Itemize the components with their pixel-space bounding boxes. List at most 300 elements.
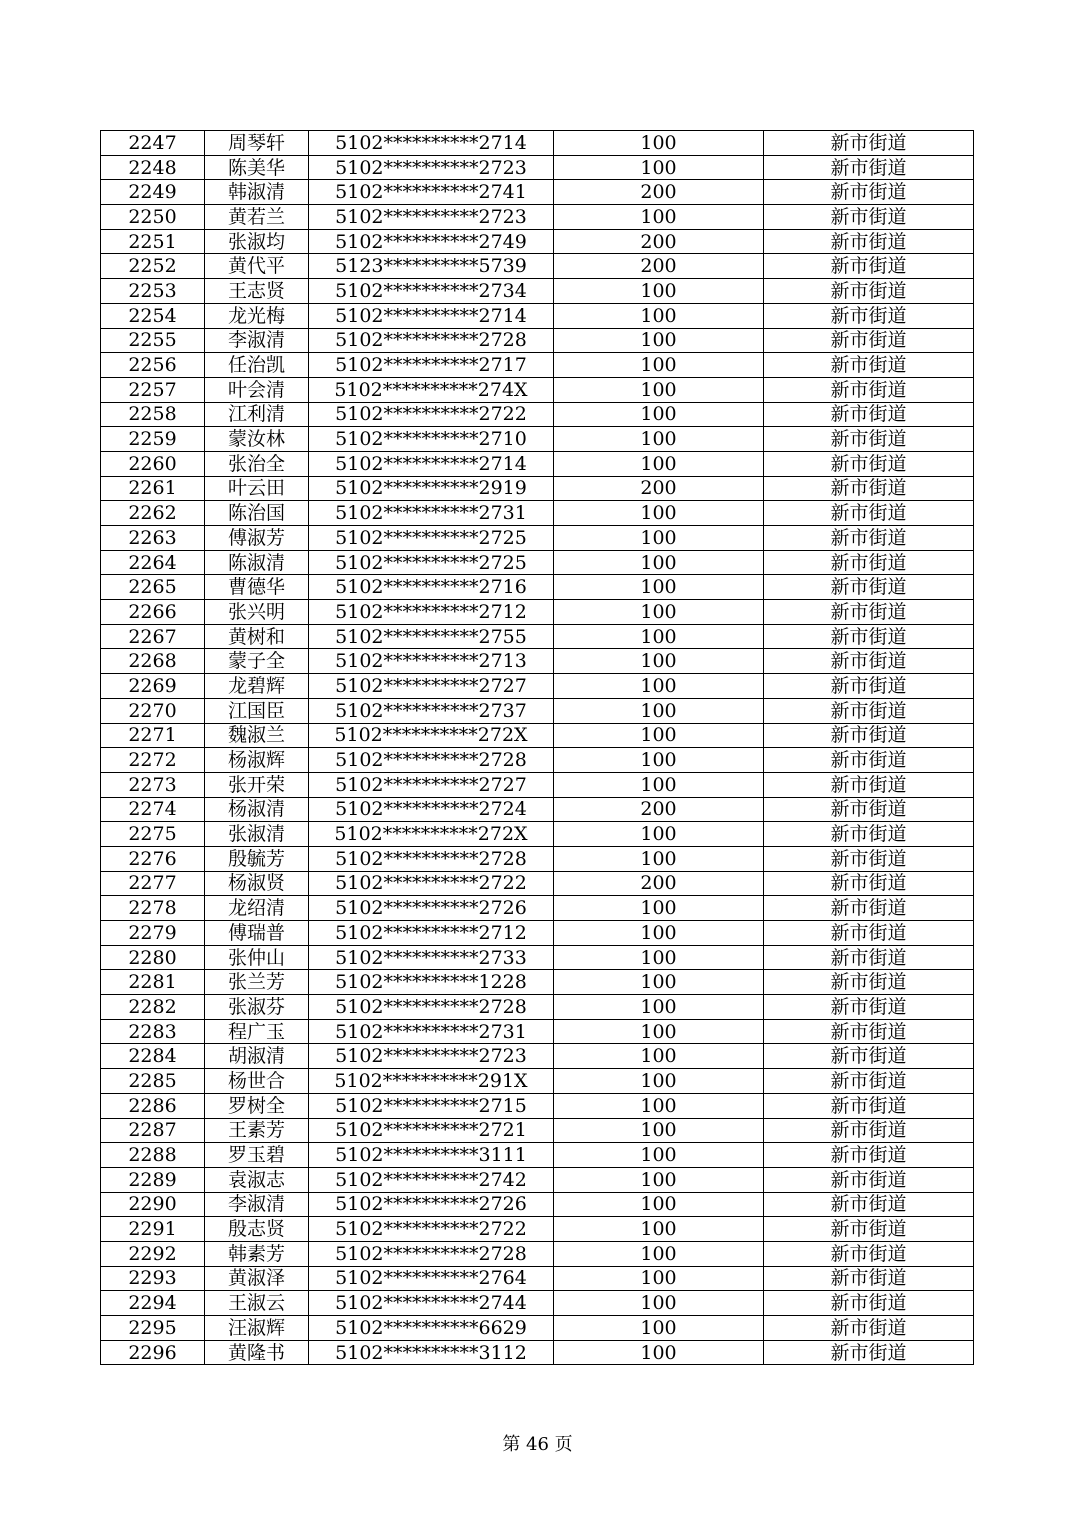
name-cell: 黄代平 (205, 254, 309, 279)
serial-number-cell: 2283 (101, 1019, 205, 1044)
amount-cell: 100 (554, 1192, 764, 1217)
serial-number-cell: 2276 (101, 846, 205, 871)
id-number-cell: 5102**********2742 (309, 1167, 554, 1192)
table-row (101, 180, 974, 205)
table-row (101, 254, 974, 279)
serial-number-cell: 2280 (101, 945, 205, 970)
id-number-cell: 5102**********2714 (309, 303, 554, 328)
name-cell: 殷志贤 (205, 1217, 309, 1242)
name-cell: 袁淑志 (205, 1167, 309, 1192)
table-row (101, 501, 974, 526)
id-number-cell: 5102**********2741 (309, 180, 554, 205)
serial-number-cell: 2267 (101, 624, 205, 649)
id-number-cell: 5102**********2722 (309, 871, 554, 896)
table-row (101, 328, 974, 353)
table-row (101, 1340, 974, 1365)
amount-cell: 100 (554, 1241, 764, 1266)
id-number-cell: 5102**********2723 (309, 1044, 554, 1069)
id-number-cell: 5102**********2749 (309, 229, 554, 254)
amount-cell: 100 (554, 822, 764, 847)
id-number-cell: 5102**********2727 (309, 674, 554, 699)
id-number-cell: 5102**********2714 (309, 451, 554, 476)
serial-number-cell: 2254 (101, 303, 205, 328)
amount-cell: 100 (554, 402, 764, 427)
street-cell: 新市街道 (764, 797, 974, 822)
serial-number-cell: 2273 (101, 772, 205, 797)
table-row (101, 1192, 974, 1217)
name-cell: 蒙汝林 (205, 427, 309, 452)
serial-number-cell: 2263 (101, 526, 205, 551)
name-cell: 龙光梅 (205, 303, 309, 328)
id-number-cell: 5102**********2723 (309, 205, 554, 230)
amount-cell: 200 (554, 797, 764, 822)
serial-number-cell: 2281 (101, 970, 205, 995)
name-cell: 杨淑清 (205, 797, 309, 822)
table-row (101, 1069, 974, 1094)
street-cell: 新市街道 (764, 871, 974, 896)
street-cell: 新市街道 (764, 1217, 974, 1242)
id-number-cell: 5102**********2731 (309, 1019, 554, 1044)
name-cell: 陈治国 (205, 501, 309, 526)
amount-cell: 100 (554, 427, 764, 452)
amount-cell: 100 (554, 846, 764, 871)
table-row (101, 451, 974, 476)
name-cell: 江利清 (205, 402, 309, 427)
table-row (101, 772, 974, 797)
amount-cell: 100 (554, 1044, 764, 1069)
id-number-cell: 5102**********2712 (309, 921, 554, 946)
street-cell: 新市街道 (764, 921, 974, 946)
id-number-cell: 5102**********2731 (309, 501, 554, 526)
id-number-cell: 5102**********2728 (309, 846, 554, 871)
id-number-cell: 5102**********2726 (309, 896, 554, 921)
id-number-cell: 5102**********3111 (309, 1143, 554, 1168)
street-cell: 新市街道 (764, 674, 974, 699)
amount-cell: 100 (554, 155, 764, 180)
amount-cell: 100 (554, 1093, 764, 1118)
serial-number-cell: 2265 (101, 575, 205, 600)
id-number-cell: 5102**********2725 (309, 526, 554, 551)
serial-number-cell: 2287 (101, 1118, 205, 1143)
street-cell: 新市街道 (764, 229, 974, 254)
name-cell: 任治凯 (205, 353, 309, 378)
table-row (101, 205, 974, 230)
table-row (101, 1241, 974, 1266)
id-number-cell: 5102**********2726 (309, 1192, 554, 1217)
id-number-cell: 5102**********272X (309, 822, 554, 847)
id-number-cell: 5102**********2728 (309, 995, 554, 1020)
amount-cell: 100 (554, 1167, 764, 1192)
table-row (101, 155, 974, 180)
amount-cell: 100 (554, 451, 764, 476)
street-cell: 新市街道 (764, 575, 974, 600)
name-cell: 张兰芳 (205, 970, 309, 995)
amount-cell: 100 (554, 1019, 764, 1044)
table-row (101, 1291, 974, 1316)
serial-number-cell: 2262 (101, 501, 205, 526)
name-cell: 张淑芬 (205, 995, 309, 1020)
name-cell: 黄淑泽 (205, 1266, 309, 1291)
name-cell: 王志贤 (205, 279, 309, 304)
serial-number-cell: 2253 (101, 279, 205, 304)
serial-number-cell: 2296 (101, 1340, 205, 1365)
serial-number-cell: 2271 (101, 723, 205, 748)
id-number-cell: 5102**********2721 (309, 1118, 554, 1143)
serial-number-cell: 2277 (101, 871, 205, 896)
street-cell: 新市街道 (764, 1069, 974, 1094)
amount-cell: 100 (554, 1069, 764, 1094)
table-row (101, 1316, 974, 1341)
amount-cell: 100 (554, 748, 764, 773)
serial-number-cell: 2286 (101, 1093, 205, 1118)
name-cell: 张淑清 (205, 822, 309, 847)
amount-cell: 200 (554, 871, 764, 896)
serial-number-cell: 2268 (101, 649, 205, 674)
street-cell: 新市街道 (764, 180, 974, 205)
street-cell: 新市街道 (764, 1093, 974, 1118)
id-number-cell: 5102**********3112 (309, 1340, 554, 1365)
serial-number-cell: 2257 (101, 377, 205, 402)
serial-number-cell: 2278 (101, 896, 205, 921)
serial-number-cell: 2250 (101, 205, 205, 230)
serial-number-cell: 2255 (101, 328, 205, 353)
name-cell: 程广玉 (205, 1019, 309, 1044)
table-row (101, 229, 974, 254)
amount-cell: 100 (554, 921, 764, 946)
amount-cell: 100 (554, 205, 764, 230)
table-row (101, 1019, 974, 1044)
name-cell: 张仲山 (205, 945, 309, 970)
street-cell: 新市街道 (764, 1241, 974, 1266)
name-cell: 黄若兰 (205, 205, 309, 230)
street-cell: 新市街道 (764, 550, 974, 575)
table-row (101, 1044, 974, 1069)
serial-number-cell: 2295 (101, 1316, 205, 1341)
name-cell: 龙绍清 (205, 896, 309, 921)
name-cell: 黄树和 (205, 624, 309, 649)
table-row (101, 649, 974, 674)
serial-number-cell: 2285 (101, 1069, 205, 1094)
street-cell: 新市街道 (764, 1192, 974, 1217)
street-cell: 新市街道 (764, 970, 974, 995)
serial-number-cell: 2260 (101, 451, 205, 476)
name-cell: 杨世合 (205, 1069, 309, 1094)
serial-number-cell: 2269 (101, 674, 205, 699)
id-number-cell: 5102**********6629 (309, 1316, 554, 1341)
name-cell: 张治全 (205, 451, 309, 476)
name-cell: 陈美华 (205, 155, 309, 180)
id-number-cell: 5102**********2716 (309, 575, 554, 600)
table-row (101, 871, 974, 896)
amount-cell: 100 (554, 1340, 764, 1365)
street-cell: 新市街道 (764, 155, 974, 180)
roster-table-body (101, 131, 974, 1365)
street-cell: 新市街道 (764, 1118, 974, 1143)
street-cell: 新市街道 (764, 649, 974, 674)
street-cell: 新市街道 (764, 451, 974, 476)
name-cell: 张开荣 (205, 772, 309, 797)
amount-cell: 200 (554, 254, 764, 279)
amount-cell: 100 (554, 674, 764, 699)
table-row (101, 575, 974, 600)
amount-cell: 100 (554, 1217, 764, 1242)
id-number-cell: 5102**********2734 (309, 279, 554, 304)
name-cell: 傅瑞普 (205, 921, 309, 946)
name-cell: 韩淑清 (205, 180, 309, 205)
table-row (101, 1143, 974, 1168)
street-cell: 新市街道 (764, 1044, 974, 1069)
name-cell: 杨淑贤 (205, 871, 309, 896)
name-cell: 叶会清 (205, 377, 309, 402)
table-row (101, 1093, 974, 1118)
serial-number-cell: 2261 (101, 476, 205, 501)
table-row (101, 427, 974, 452)
serial-number-cell: 2284 (101, 1044, 205, 1069)
table-row (101, 1118, 974, 1143)
street-cell: 新市街道 (764, 205, 974, 230)
name-cell: 罗树全 (205, 1093, 309, 1118)
table-row (101, 526, 974, 551)
serial-number-cell: 2279 (101, 921, 205, 946)
amount-cell: 100 (554, 377, 764, 402)
table-row (101, 995, 974, 1020)
street-cell: 新市街道 (764, 303, 974, 328)
amount-cell: 100 (554, 575, 764, 600)
name-cell: 张淑均 (205, 229, 309, 254)
id-number-cell: 5102**********2919 (309, 476, 554, 501)
street-cell: 新市街道 (764, 328, 974, 353)
street-cell: 新市街道 (764, 945, 974, 970)
table-row (101, 279, 974, 304)
amount-cell: 100 (554, 1316, 764, 1341)
street-cell: 新市街道 (764, 131, 974, 156)
serial-number-cell: 2256 (101, 353, 205, 378)
serial-number-cell: 2248 (101, 155, 205, 180)
street-cell: 新市街道 (764, 748, 974, 773)
id-number-cell: 5102**********2725 (309, 550, 554, 575)
table-row (101, 1217, 974, 1242)
id-number-cell: 5102**********2744 (309, 1291, 554, 1316)
serial-number-cell: 2251 (101, 229, 205, 254)
id-number-cell: 5123**********5739 (309, 254, 554, 279)
table-row (101, 945, 974, 970)
id-number-cell: 5102**********274X (309, 377, 554, 402)
table-row (101, 624, 974, 649)
table-row (101, 723, 974, 748)
name-cell: 江国臣 (205, 698, 309, 723)
amount-cell: 100 (554, 723, 764, 748)
amount-cell: 100 (554, 1118, 764, 1143)
serial-number-cell: 2275 (101, 822, 205, 847)
street-cell: 新市街道 (764, 526, 974, 551)
name-cell: 傅淑芳 (205, 526, 309, 551)
amount-cell: 100 (554, 1266, 764, 1291)
amount-cell: 100 (554, 624, 764, 649)
id-number-cell: 5102**********2733 (309, 945, 554, 970)
street-cell: 新市街道 (764, 1143, 974, 1168)
street-cell: 新市街道 (764, 279, 974, 304)
id-number-cell: 5102**********2712 (309, 600, 554, 625)
street-cell: 新市街道 (764, 995, 974, 1020)
street-cell: 新市街道 (764, 772, 974, 797)
amount-cell: 100 (554, 698, 764, 723)
serial-number-cell: 2270 (101, 698, 205, 723)
id-number-cell: 5102**********2764 (309, 1266, 554, 1291)
street-cell: 新市街道 (764, 353, 974, 378)
amount-cell: 100 (554, 550, 764, 575)
id-number-cell: 5102**********1228 (309, 970, 554, 995)
id-number-cell: 5102**********2722 (309, 1217, 554, 1242)
serial-number-cell: 2288 (101, 1143, 205, 1168)
table-row (101, 353, 974, 378)
table-row (101, 822, 974, 847)
name-cell: 龙碧辉 (205, 674, 309, 699)
table-row (101, 476, 974, 501)
amount-cell: 100 (554, 1291, 764, 1316)
street-cell: 新市街道 (764, 896, 974, 921)
name-cell: 曹德华 (205, 575, 309, 600)
amount-cell: 100 (554, 649, 764, 674)
amount-cell: 100 (554, 896, 764, 921)
street-cell: 新市街道 (764, 402, 974, 427)
table-row (101, 674, 974, 699)
serial-number-cell: 2264 (101, 550, 205, 575)
table-row (101, 846, 974, 871)
street-cell: 新市街道 (764, 822, 974, 847)
street-cell: 新市街道 (764, 254, 974, 279)
name-cell: 黄隆书 (205, 1340, 309, 1365)
page-number: 第 46 页 (502, 1434, 573, 1455)
table-row (101, 303, 974, 328)
id-number-cell: 5102**********2717 (309, 353, 554, 378)
serial-number-cell: 2282 (101, 995, 205, 1020)
amount-cell: 100 (554, 279, 764, 304)
street-cell: 新市街道 (764, 624, 974, 649)
id-number-cell: 5102**********2714 (309, 131, 554, 156)
serial-number-cell: 2293 (101, 1266, 205, 1291)
street-cell: 新市街道 (764, 501, 974, 526)
street-cell: 新市街道 (764, 1340, 974, 1365)
id-number-cell: 5102**********2728 (309, 1241, 554, 1266)
id-number-cell: 5102**********2710 (309, 427, 554, 452)
street-cell: 新市街道 (764, 427, 974, 452)
serial-number-cell: 2258 (101, 402, 205, 427)
table-row (101, 600, 974, 625)
id-number-cell: 5102**********2723 (309, 155, 554, 180)
amount-cell: 100 (554, 131, 764, 156)
table-row (101, 970, 974, 995)
name-cell: 王淑云 (205, 1291, 309, 1316)
amount-cell: 100 (554, 501, 764, 526)
serial-number-cell: 2249 (101, 180, 205, 205)
serial-number-cell: 2291 (101, 1217, 205, 1242)
name-cell: 蒙子全 (205, 649, 309, 674)
street-cell: 新市街道 (764, 723, 974, 748)
id-number-cell: 5102**********272X (309, 723, 554, 748)
id-number-cell: 5102**********2722 (309, 402, 554, 427)
street-cell: 新市街道 (764, 476, 974, 501)
table-row (101, 921, 974, 946)
amount-cell: 100 (554, 970, 764, 995)
street-cell: 新市街道 (764, 600, 974, 625)
table-row (101, 1266, 974, 1291)
name-cell: 陈淑清 (205, 550, 309, 575)
id-number-cell: 5102**********2755 (309, 624, 554, 649)
id-number-cell: 5102**********2724 (309, 797, 554, 822)
street-cell: 新市街道 (764, 1167, 974, 1192)
name-cell: 杨淑辉 (205, 748, 309, 773)
street-cell: 新市街道 (764, 377, 974, 402)
roster-table (100, 130, 974, 1365)
name-cell: 胡淑清 (205, 1044, 309, 1069)
amount-cell: 100 (554, 1143, 764, 1168)
name-cell: 殷毓芳 (205, 846, 309, 871)
id-number-cell: 5102**********2727 (309, 772, 554, 797)
amount-cell: 100 (554, 303, 764, 328)
amount-cell: 100 (554, 526, 764, 551)
name-cell: 李淑清 (205, 1192, 309, 1217)
table-row (101, 1167, 974, 1192)
table-row (101, 131, 974, 156)
id-number-cell: 5102**********2728 (309, 328, 554, 353)
amount-cell: 100 (554, 328, 764, 353)
amount-cell: 200 (554, 180, 764, 205)
name-cell: 李淑清 (205, 328, 309, 353)
name-cell: 王素芳 (205, 1118, 309, 1143)
street-cell: 新市街道 (764, 1266, 974, 1291)
street-cell: 新市街道 (764, 846, 974, 871)
amount-cell: 200 (554, 229, 764, 254)
serial-number-cell: 2252 (101, 254, 205, 279)
name-cell: 叶云田 (205, 476, 309, 501)
serial-number-cell: 2289 (101, 1167, 205, 1192)
id-number-cell: 5102**********291X (309, 1069, 554, 1094)
name-cell: 罗玉碧 (205, 1143, 309, 1168)
street-cell: 新市街道 (764, 1291, 974, 1316)
amount-cell: 200 (554, 476, 764, 501)
table-row (101, 797, 974, 822)
amount-cell: 100 (554, 995, 764, 1020)
street-cell: 新市街道 (764, 1316, 974, 1341)
street-cell: 新市街道 (764, 1019, 974, 1044)
amount-cell: 100 (554, 945, 764, 970)
serial-number-cell: 2272 (101, 748, 205, 773)
name-cell: 张兴明 (205, 600, 309, 625)
id-number-cell: 5102**********2715 (309, 1093, 554, 1118)
table-row (101, 748, 974, 773)
name-cell: 韩素芳 (205, 1241, 309, 1266)
id-number-cell: 5102**********2728 (309, 748, 554, 773)
serial-number-cell: 2290 (101, 1192, 205, 1217)
serial-number-cell: 2266 (101, 600, 205, 625)
name-cell: 汪淑辉 (205, 1316, 309, 1341)
amount-cell: 100 (554, 772, 764, 797)
name-cell: 周琴轩 (205, 131, 309, 156)
serial-number-cell: 2294 (101, 1291, 205, 1316)
name-cell: 魏淑兰 (205, 723, 309, 748)
table-row (101, 377, 974, 402)
serial-number-cell: 2274 (101, 797, 205, 822)
table-row (101, 550, 974, 575)
serial-number-cell: 2292 (101, 1241, 205, 1266)
table-row (101, 402, 974, 427)
table-row (101, 896, 974, 921)
id-number-cell: 5102**********2737 (309, 698, 554, 723)
serial-number-cell: 2247 (101, 131, 205, 156)
id-number-cell: 5102**********2713 (309, 649, 554, 674)
table-row (101, 698, 974, 723)
street-cell: 新市街道 (764, 698, 974, 723)
